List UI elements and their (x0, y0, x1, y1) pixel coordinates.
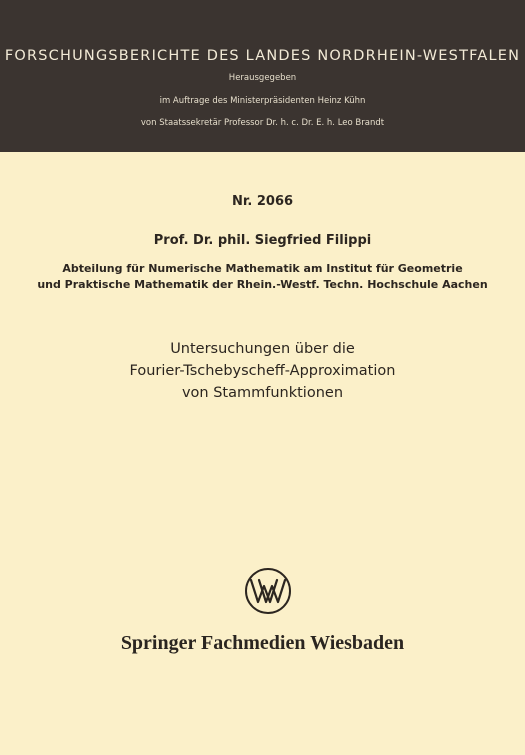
publisher-logo-icon (243, 566, 293, 616)
affiliation-line-2: und Praktische Mathematik der Rhein.-Westf. Techn. Hochschule Aachen (37, 278, 488, 291)
series-title: FORSCHUNGSBERICHTE DES LANDES NORDRHEIN-WESTFALEN (4, 48, 521, 64)
affiliation-line-1: Abteilung für Numerische Mathematik am Institut für Geometrie (62, 262, 463, 275)
series-header (0, 0, 525, 152)
title-line-2: Fourier-Tschebyscheff-Approximation (129, 363, 396, 379)
publisher-name: Springer Fachmedien Wiesbaden (120, 632, 405, 654)
editor-line-2: im Auftrage des Ministerpräsidenten Heinz Kühn (159, 96, 366, 106)
author-name: Prof. Dr. phil. Siegfried Filippi (153, 233, 372, 248)
title-line-3: von Stammfunktionen (181, 385, 344, 401)
editor-line-1: Herausgegeben (228, 73, 297, 83)
report-number: Nr. 2066 (231, 194, 294, 209)
editor-line-3: von Staatssekretär Professor Dr. h. c. Dr. E. h. Leo Brandt (140, 118, 385, 128)
title-line-1: Untersuchungen über die (170, 341, 355, 357)
